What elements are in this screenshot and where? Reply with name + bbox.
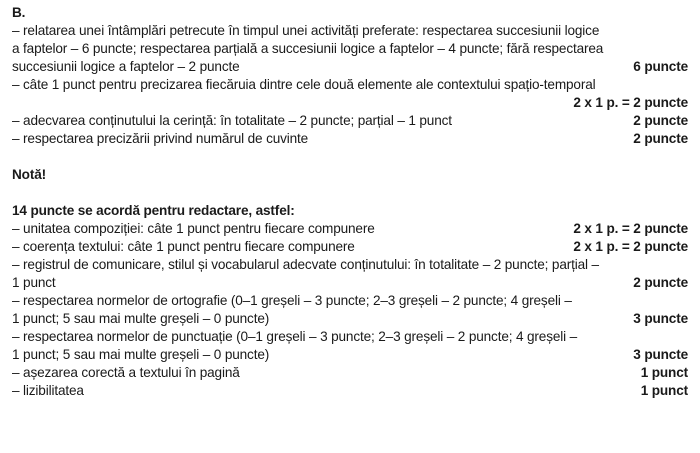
redactare-line: – registrul de comunicare, stilul și vocabularul adecvate conținutului: în totalitate – 2 puncte; parțial –	[12, 257, 599, 272]
redactare-score: 2 x 1 p. = 2 puncte	[573, 239, 688, 254]
spacer	[12, 148, 688, 166]
grading-document	[12, 4, 688, 400]
criterion-line	[12, 112, 688, 130]
redactare-line	[12, 346, 688, 364]
redactare-text: 1 punct; 5 sau mai multe greșeli – 0 puncte)	[12, 311, 270, 326]
criterion-line: – relatarea unei întâmplări petrecute în timpul unei activități preferate: respectarea succesiunii logice	[12, 23, 600, 38]
criterion-text: succesiunii logice a faptelor – 2 puncte	[12, 59, 240, 74]
criterion-line: – câte 1 punct pentru precizarea fiecăruia dintre cele două elemente ale contextului spațio-temporal	[12, 77, 596, 92]
criterion-line: a faptelor – 6 puncte; respectarea parțială a succesiunii logice a faptelor – 4 puncte; fără respectarea	[12, 41, 604, 56]
redactare-line: – respectarea normelor de ortografie (0–1 greșeli – 3 puncte; 2–3 greșeli – 2 puncte; 4 greșeli –	[12, 293, 572, 308]
redactare-line	[12, 274, 688, 292]
redactare-score: 2 x 1 p. = 2 puncte	[573, 221, 688, 236]
criterion-line	[12, 130, 688, 148]
criterion-score: 2 puncte	[633, 131, 688, 146]
redactare-heading: 14 puncte se acordă pentru redactare, astfel:	[12, 203, 295, 218]
redactare-text: 1 punct	[12, 275, 56, 290]
redactare-line: – respectarea normelor de punctuație (0–1 greșeli – 3 puncte; 2–3 greșeli – 2 puncte; 4 greșeli –	[12, 329, 578, 344]
redactare-score: 3 puncte	[633, 347, 688, 362]
redactare-line	[12, 220, 688, 238]
redactare-line	[12, 310, 688, 328]
redactare-text: 1 punct; 5 sau mai multe greșeli – 0 puncte)	[12, 347, 270, 362]
section-label: B.	[12, 5, 26, 20]
note-heading: Notă!	[12, 167, 46, 182]
redactare-line	[12, 364, 688, 382]
redactare-text: – așezarea corectă a textului în pagină	[12, 365, 240, 380]
redactare-text: – coerența textului: câte 1 punct pentru fiecare compunere	[12, 239, 355, 254]
criterion-text: – respectarea precizării privind numărul de cuvinte	[12, 131, 309, 146]
redactare-text: – unitatea compoziției: câte 1 punct pentru fiecare compunere	[12, 221, 375, 236]
criterion-score: 2 puncte	[633, 113, 688, 128]
redactare-score: 1 punct	[640, 365, 688, 380]
redactare-line	[12, 382, 688, 400]
criterion-score: 2 x 1 p. = 2 puncte	[573, 95, 688, 110]
criterion-score: 6 puncte	[633, 59, 688, 74]
redactare-line	[12, 238, 688, 256]
criterion-text: – adecvarea conținutului la cerință: în totalitate – 2 puncte; parțial – 1 punct	[12, 113, 452, 128]
redactare-text: – lizibilitatea	[12, 383, 84, 398]
criterion-line	[12, 94, 688, 112]
criterion-line	[12, 58, 688, 76]
redactare-score: 2 puncte	[633, 275, 688, 290]
redactare-score: 1 punct	[640, 383, 688, 398]
redactare-score: 3 puncte	[633, 311, 688, 326]
spacer	[12, 184, 688, 202]
